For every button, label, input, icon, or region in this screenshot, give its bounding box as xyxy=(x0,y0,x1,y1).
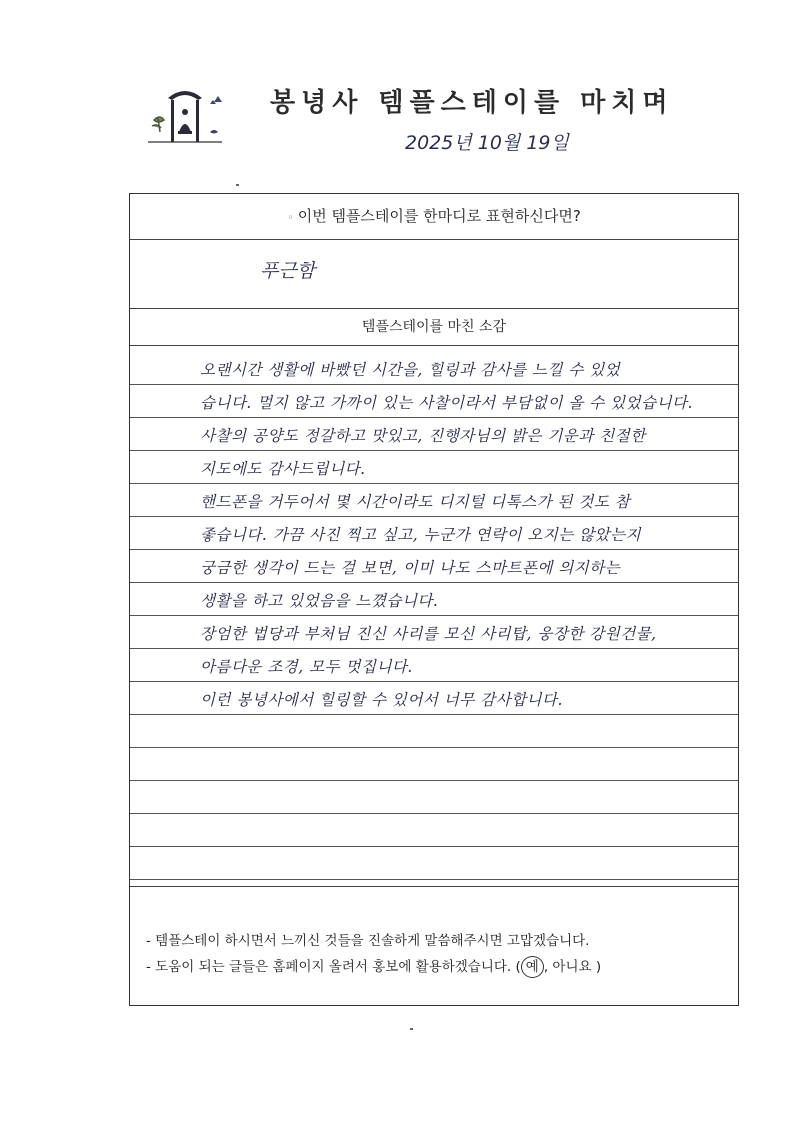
question-text: 이번 템플스테이를 한마디로 표현하신다면? xyxy=(297,207,581,225)
handwritten-line: 좋습니다. 가끔 사진 찍고 싶고, 누군가 연락이 오지는 않았는지 xyxy=(200,526,642,544)
handwritten-line: 오랜시간 생활에 바빴던 시간을, 힐링과 감사를 느낄 수 있었 xyxy=(200,361,621,379)
ruled-line xyxy=(130,384,738,385)
ruled-line xyxy=(130,846,738,847)
consent-yes-option: 예 xyxy=(521,956,544,978)
handwritten-line: 생활을 하고 있었음을 느꼈습니다. xyxy=(200,592,439,610)
handwritten-line: 사찰의 공양도 정갈하고 맛있고, 진행자님의 밝은 기운과 친절한 xyxy=(200,427,646,445)
ruled-line xyxy=(130,780,738,781)
divider xyxy=(130,239,738,240)
ruled-line xyxy=(130,681,738,682)
date-field xyxy=(405,128,569,155)
handwritten-line: 아름다운 조경, 모두 멋집니다. xyxy=(200,658,413,676)
note-line-2-prefix: - 도움이 되는 글들은 홈페이지 올려서 홍보에 활용하겠습니다. ( xyxy=(146,959,521,975)
scan-speck xyxy=(236,184,239,186)
ruled-line xyxy=(130,450,738,451)
one-word-answer: 푸근함 xyxy=(260,260,316,282)
handwritten-line: 궁금한 생각이 드는 걸 보면, 이미 나도 스마트폰에 의지하는 xyxy=(200,559,621,577)
ruled-line xyxy=(130,648,738,649)
handwritten-line: 이런 봉녕사에서 힐링할 수 있어서 너무 감사합니다. xyxy=(200,691,563,709)
reflection-form xyxy=(129,193,739,1006)
ruled-line xyxy=(130,813,738,814)
ruled-line xyxy=(130,747,738,748)
handwritten-line: 장엄한 법당과 부처님 진신 사리를 모신 사리탑, 웅장한 강원건물, xyxy=(200,625,657,643)
ruled-line xyxy=(130,879,738,880)
ruled-line xyxy=(130,516,738,517)
ruled-line xyxy=(130,714,738,715)
note-line-2 xyxy=(146,954,601,980)
handwritten-line: 지도에도 감사드립니다. xyxy=(200,460,366,478)
note-line-2-suffix: , 아니요 ) xyxy=(543,959,602,975)
ruled-line xyxy=(130,483,738,484)
temple-logo-icon xyxy=(140,80,230,150)
handwritten-line: 습니다. 멀지 않고 가까이 있는 사찰이라서 부담없이 올 수 있었습니다. xyxy=(200,394,693,412)
section-title: 템플스테이를 마친 소감 xyxy=(361,319,507,335)
note-line-1: - 템플스테이 하시면서 느끼신 것들을 진솔하게 말씀해주시면 고맙겠습니다. xyxy=(146,933,590,949)
scan-speck xyxy=(410,1028,413,1030)
ruled-line xyxy=(130,549,738,550)
bullet-mark: ◦ xyxy=(287,211,294,224)
divider xyxy=(130,886,738,887)
ruled-line xyxy=(130,417,738,418)
divider xyxy=(130,345,738,346)
ruled-line xyxy=(130,582,738,583)
notes xyxy=(146,928,601,980)
ruled-line xyxy=(130,615,738,616)
handwritten-line: 핸드폰을 거두어서 몇 시간이라도 디지털 디톡스가 된 것도 참 xyxy=(200,493,631,511)
date-handwritten: 2025년 10월 19일 xyxy=(405,132,569,154)
page-title: 봉녕사 템플스테이를 마치며 xyxy=(270,88,674,118)
question-label xyxy=(130,194,738,239)
